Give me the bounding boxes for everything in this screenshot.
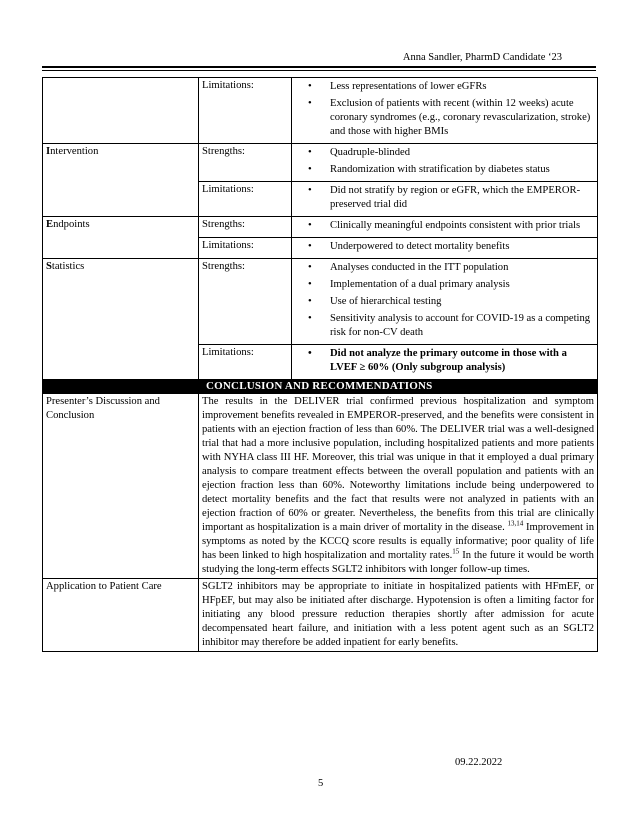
evaluation-table <box>42 77 598 652</box>
table-cell-empty <box>43 78 199 144</box>
population-limitations-cell <box>292 78 598 144</box>
list-item: • Exclusion of patients with recent (within 12 weeks) acute coronary syndromes (e.g., coronary revascularization, stroke) and those with higher BMIs <box>295 97 594 139</box>
citation-ref: 15 <box>452 547 460 556</box>
list-item: • Implementation of a dual primary analysis <box>295 278 594 292</box>
section-label-intervention: Intervention <box>43 144 199 217</box>
list-item: • Less representations of lower eGFRs <box>295 80 594 94</box>
header-rule-thin <box>42 70 596 71</box>
header-rule-thick <box>42 66 596 68</box>
list-item: • Randomization with stratification by diabetes status <box>295 163 594 177</box>
table-row <box>43 259 598 345</box>
table-row <box>43 217 598 238</box>
header-author: Anna Sandler, PharmD Candidate ‘23 <box>402 52 562 63</box>
discussion-text: The results in the DELIVER trial confirmed previous hospitalization and symptom improvement benefits revealed in EMPEROR-preserved, and the benefits were consistent in patients with an ejection fraction of less than 60%. The DELIVER trial was a well-designed trial that had a more inclusive population, including hospitalized patients and more patients with NYHA class III HF. Moreover, this trial was unique in that it employed a dual primary analysis to compare treatment effects between the overall population and patients with an ejection fraction less than 60%. Noteworthy limitations include being underpowered to detect mortality benefits and the fact that results were not analyzed in patients with an ejection fraction of 60% or greater. Nevertheless, the benefits from this trial are clinically important as hospitalization is a main driver of mortality in the disease. $^{13,14}$ Improvement in symptoms as noted by the KCCQ score results is equally informative; poor quality of life has been linked to high hospitalization and mortality rates.$^{15}$ In the future it would be worth studying the long-term effects SGLT2 inhibitors with longer follow-up times. <box>199 394 598 579</box>
list-item: • Clinically meaningful endpoints consistent with prior trials <box>295 219 594 233</box>
discussion-label: Presenter’s Discussion and Conclusion <box>43 394 199 579</box>
list-item: • Analyses conducted in the ITT population <box>295 261 594 275</box>
table-row <box>43 144 598 182</box>
table-row <box>43 380 598 394</box>
limitations-label: Limitations: <box>199 78 292 144</box>
list-item: • Sensitivity analysis to account for COVID-19 as a competing risk for non-CV death <box>295 312 594 340</box>
table-row <box>43 78 598 144</box>
table-row <box>43 394 598 579</box>
list-item: • Use of hierarchical testing <box>295 295 594 309</box>
section-label-statistics: Statistics <box>43 259 199 380</box>
list-item: • Quadruple-blinded <box>295 146 594 160</box>
endpoints-limitations-cell <box>292 238 598 259</box>
footer-date: 09.22.2022 <box>455 757 503 768</box>
conclusion-banner: CONCLUSION AND RECOMMENDATIONS <box>43 380 598 394</box>
statistics-limitations-cell <box>292 345 598 380</box>
list-item: • Did not stratify by region or eGFR, which the EMPEROR-preserved trial did <box>295 184 594 212</box>
limitations-label: Limitations: <box>199 182 292 217</box>
strengths-label: Strengths: <box>199 259 292 345</box>
endpoints-strengths-cell <box>292 217 598 238</box>
page-number: 5 <box>318 778 324 789</box>
limitations-label: Limitations: <box>199 345 292 380</box>
table-row <box>43 579 598 652</box>
application-label: Application to Patient Care <box>43 579 199 652</box>
citation-ref: 13,14 <box>507 519 524 528</box>
list-item: • Did not analyze the primary outcome in those with a LVEF ≥ 60% (Only subgroup analysis) <box>295 347 594 375</box>
list-item: • Underpowered to detect mortality benefits <box>295 240 594 254</box>
strengths-label: Strengths: <box>199 217 292 238</box>
statistics-strengths-cell <box>292 259 598 345</box>
strengths-label: Strengths: <box>199 144 292 182</box>
intervention-strengths-cell <box>292 144 598 182</box>
section-label-endpoints: Endpoints <box>43 217 199 259</box>
limitations-label: Limitations: <box>199 238 292 259</box>
intervention-limitations-cell <box>292 182 598 217</box>
application-text: SGLT2 inhibitors may be appropriate to initiate in hospitalized patients with HFmEF, or HFpEF, but may also be initiated after discharge. Hypotension is often a limiting factor for initiating any blood pressure reduction therapies shortly after admission for acute decompensated heart failure, and initiation with a less potent agent such as an SGLT2 inhibitor may therefore be added inpatient for early benefits. <box>199 579 598 652</box>
